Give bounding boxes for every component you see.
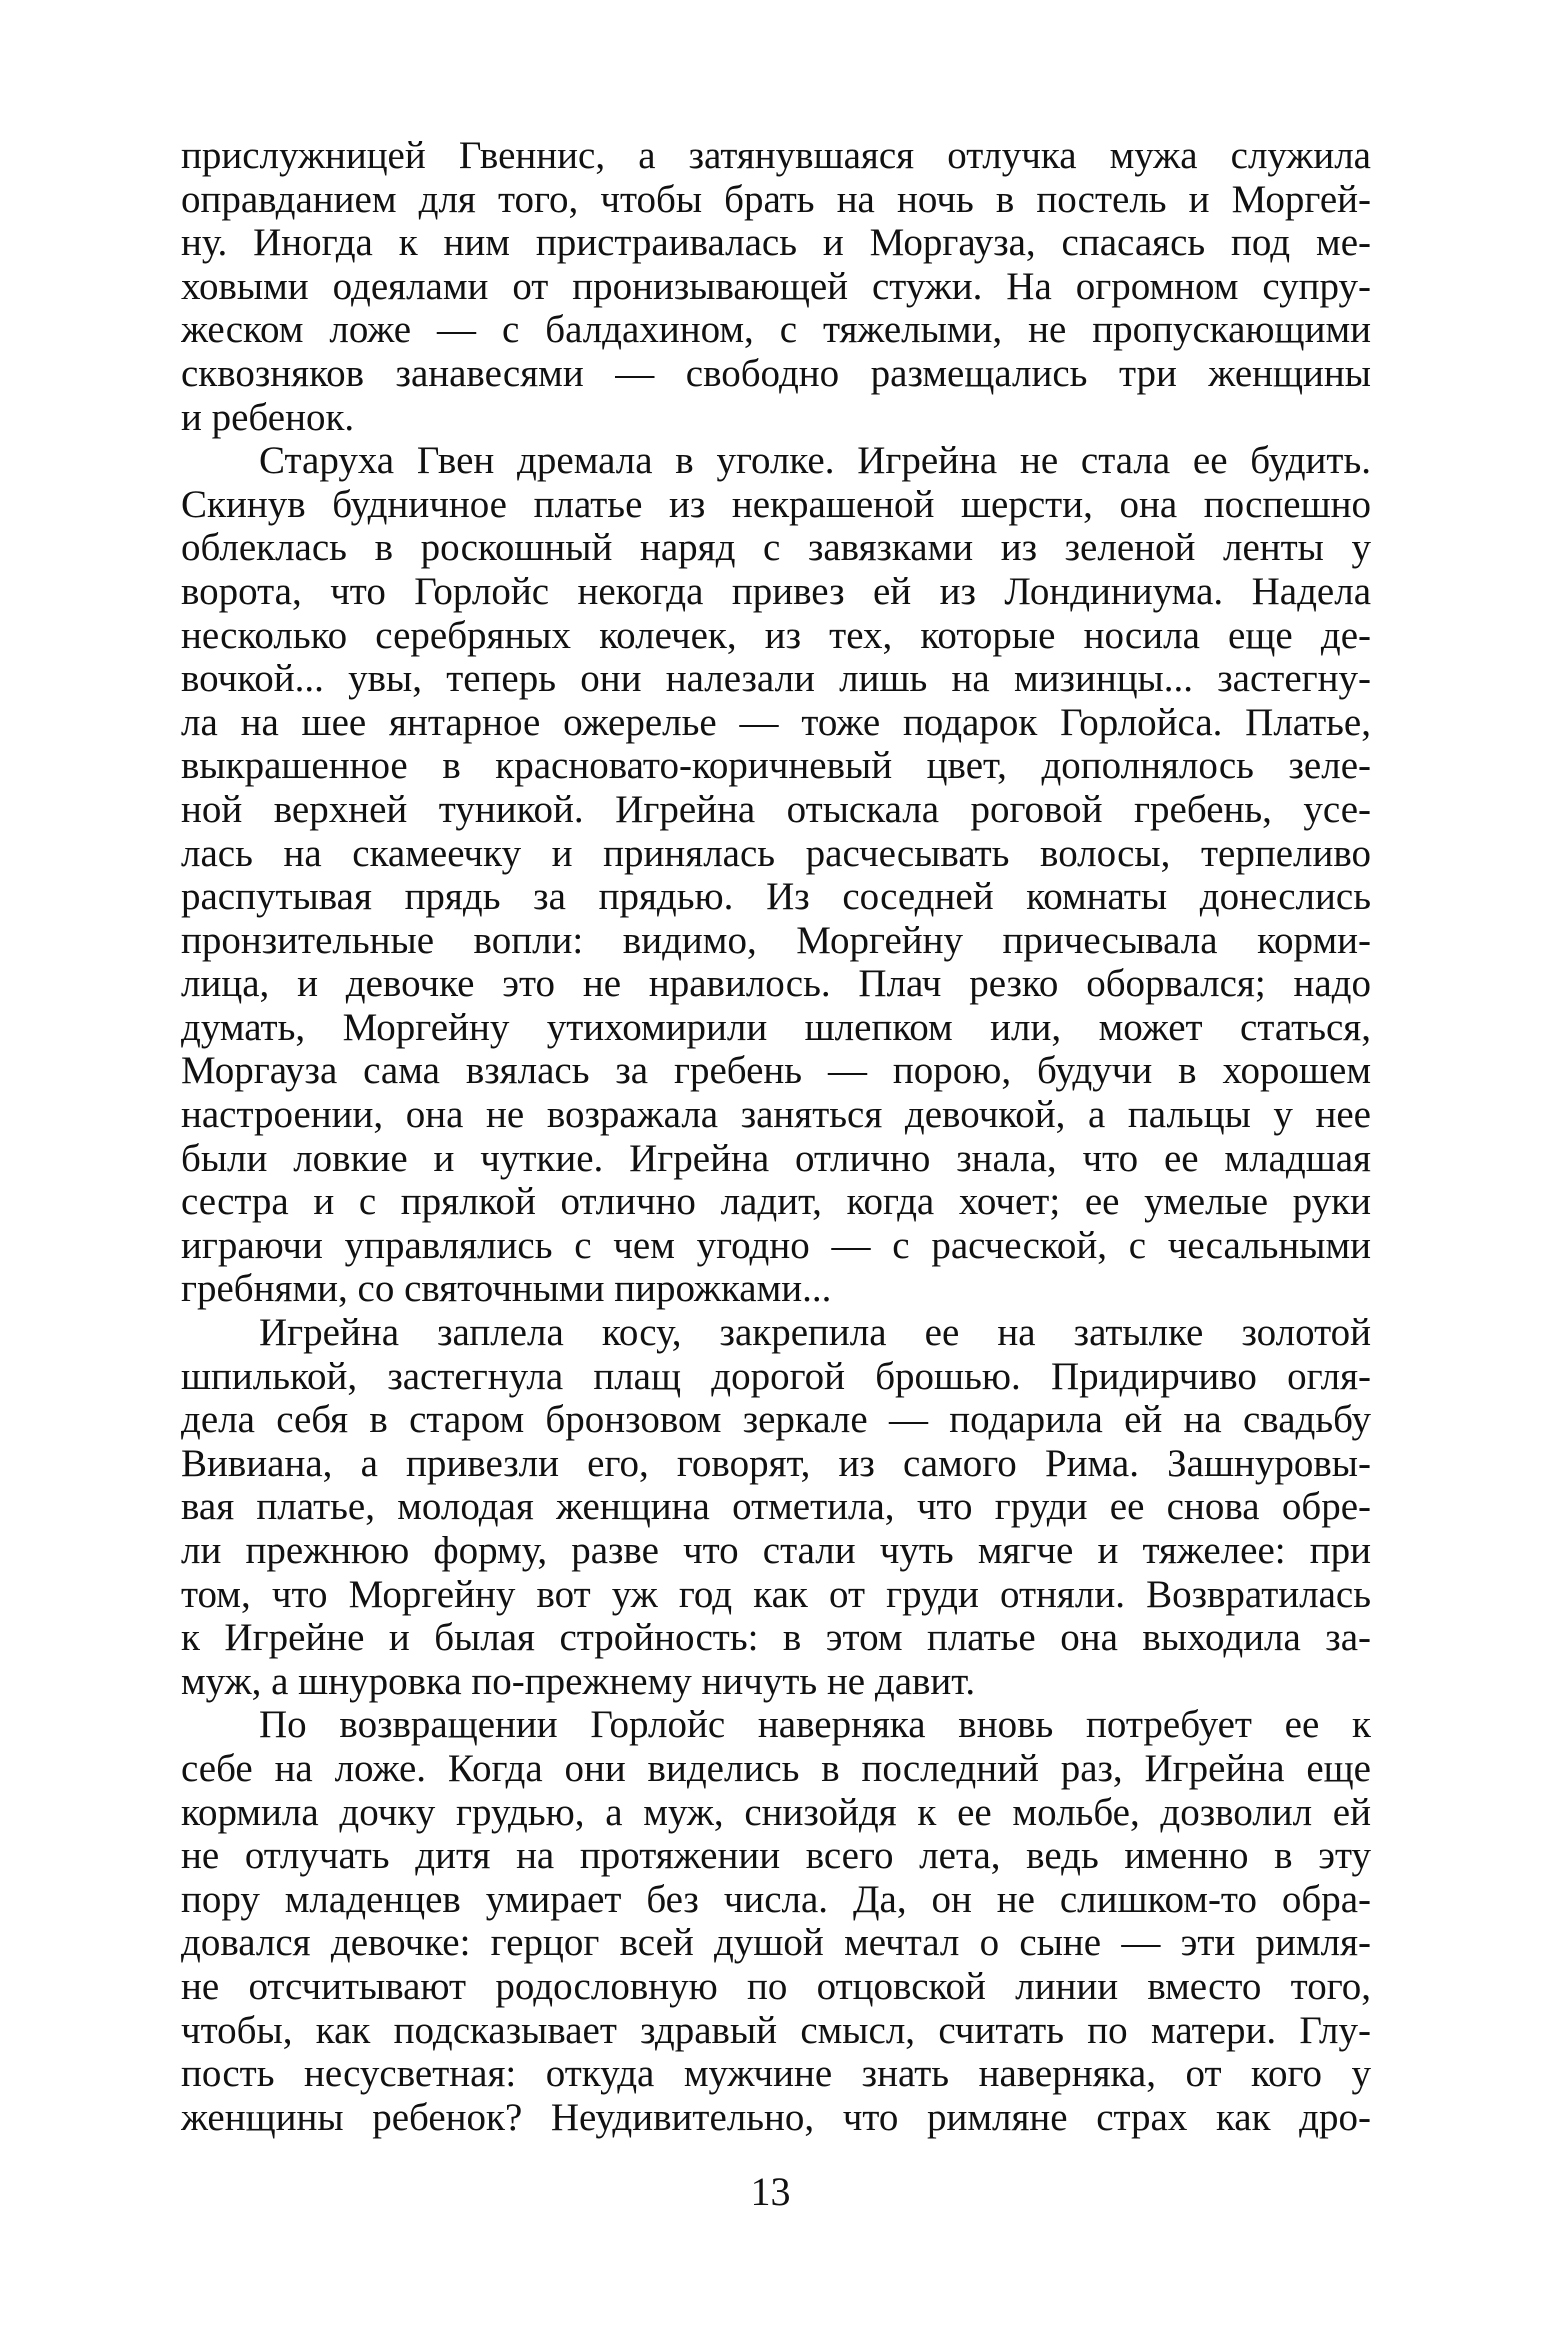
text-line: оправданием для того, чтобы брать на ночь в постель и Моргей-	[181, 177, 1371, 221]
text-line: и ребенок.	[181, 395, 355, 439]
text-line: Моргауза сама взялась за гребень — порою, будучи в хорошем	[181, 1049, 1371, 1093]
text-line: распутывая прядь за прядью. Из соседней комнаты донеслись	[181, 875, 1371, 919]
text-line: не отлучать дитя на протяжении всего лета, ведь именно в эту	[181, 1834, 1371, 1878]
text-line: несколько серебряных колечек, из тех, которые носила еще де-	[181, 613, 1371, 657]
text-line: облеклась в роскошный наряд с завязками из зеленой ленты у	[181, 526, 1371, 570]
text-line: муж, а шнуровка по-прежнему ничуть не давит.	[181, 1659, 976, 1703]
text-line: По возвращении Горлойс наверняка вновь потребует ее к	[259, 1703, 1371, 1747]
text-line: том, что Моргейну вот уж год как от груди отняли. Возвратилась	[181, 1572, 1371, 1616]
text-line: себе на ложе. Когда они виделись в последний раз, Игрейна еще	[181, 1746, 1371, 1790]
body-text	[181, 134, 1371, 2139]
text-line: дела себя в старом бронзовом зеркале — подарила ей на свадьбу	[181, 1398, 1371, 1442]
text-line: вая платье, молодая женщина отметила, что груди ее снова обре-	[181, 1485, 1371, 1529]
text-line: сестра и с прялкой отлично ладит, когда хочет; ее умелые руки	[181, 1180, 1371, 1224]
text-line: гребнями, со святочными пирожками...	[181, 1267, 832, 1311]
text-line: лица, и девочке это не нравилось. Плач резко оборвался; надо	[181, 962, 1371, 1006]
text-line: довался девочке: герцог всей душой мечтал о сыне — эти римля-	[181, 1921, 1371, 1965]
text-line: настроении, она не возражала заняться девочкой, а пальцы у нее	[181, 1093, 1371, 1137]
paragraph	[181, 134, 1371, 439]
text-line: прислужницей Гвеннис, а затянувшаяся отлучка мужа служила	[181, 134, 1371, 177]
paragraph	[181, 1703, 1371, 2139]
text-line: Игрейна заплела косу, закрепила ее на затылке золотой	[259, 1311, 1371, 1355]
text-line: пость несусветная: откуда мужчине знать наверняка, от кого у	[181, 2052, 1371, 2096]
text-line: жеском ложе — с балдахином, с тяжелыми, не пропускающими	[181, 308, 1371, 352]
text-line: ли прежнюю форму, разве что стали чуть мягче и тяжелее: при	[181, 1529, 1371, 1572]
text-line: выкрашенное в красновато-коричневый цвет, дополнялось зеле-	[181, 744, 1371, 788]
text-line: ховыми одеялами от пронизывающей стужи. На огромном супру-	[181, 264, 1371, 308]
text-line: к Игрейне и былая стройность: в этом платье она выходила за-	[181, 1616, 1371, 1660]
text-line: кормила дочку грудью, а муж, снизойдя к ее мольбе, дозволил ей	[181, 1790, 1371, 1834]
text-line: играючи управлялись с чем угодно — с расческой, с чесальными	[181, 1223, 1371, 1267]
text-line: ну. Иногда к ним пристраивалась и Моргауза, спасаясь под ме-	[181, 221, 1371, 265]
text-line: чтобы, как подсказывает здравый смысл, считать по матери. Глу-	[181, 2008, 1371, 2052]
text-line: женщины ребенок? Неудивительно, что римляне страх как дро-	[181, 2095, 1371, 2139]
text-line: пронзительные вопли: видимо, Моргейну причесывала корми-	[181, 918, 1371, 962]
text-line: были ловкие и чуткие. Игрейна отлично знала, что ее младшая	[181, 1136, 1371, 1180]
text-line: Вивиана, а привезли его, говорят, из самого Рима. Зашнуровы-	[181, 1441, 1371, 1485]
paragraph	[181, 439, 1371, 1311]
page-number: 13	[750, 2169, 791, 2214]
paragraph	[181, 1311, 1371, 1703]
text-line: сквозняков занавесями — свободно размещались три женщины	[181, 351, 1371, 395]
text-line: лась на скамеечку и принялась расчесывать волосы, терпеливо	[181, 831, 1371, 875]
text-line: пору младенцев умирает без числа. Да, он не слишком-то обра-	[181, 1877, 1371, 1921]
text-line: Старуха Гвен дремала в уголке. Игрейна не стала ее будить.	[259, 439, 1371, 483]
text-line: не отсчитывают родословную по отцовской линии вместо того,	[181, 1964, 1371, 2008]
text-line: ной верхней туникой. Игрейна отыскала роговой гребень, усе-	[181, 787, 1371, 831]
text-line: ла на шее янтарное ожерелье — тоже подарок Горлойса. Платье,	[181, 700, 1371, 744]
text-line: вочкой... увы, теперь они налезали лишь на мизинцы... застегну-	[181, 657, 1371, 701]
text-line: ворота, что Горлойс некогда привез ей из Лондиниума. Надела	[181, 569, 1371, 613]
text-line: думать, Моргейну утихомирили шлепком или, может статься,	[181, 1005, 1371, 1049]
text-line: Скинув будничное платье из некрашеной шерсти, она поспешно	[181, 482, 1371, 526]
text-line: шпилькой, застегнула плащ дорогой брошью. Придирчиво огля-	[181, 1354, 1371, 1398]
